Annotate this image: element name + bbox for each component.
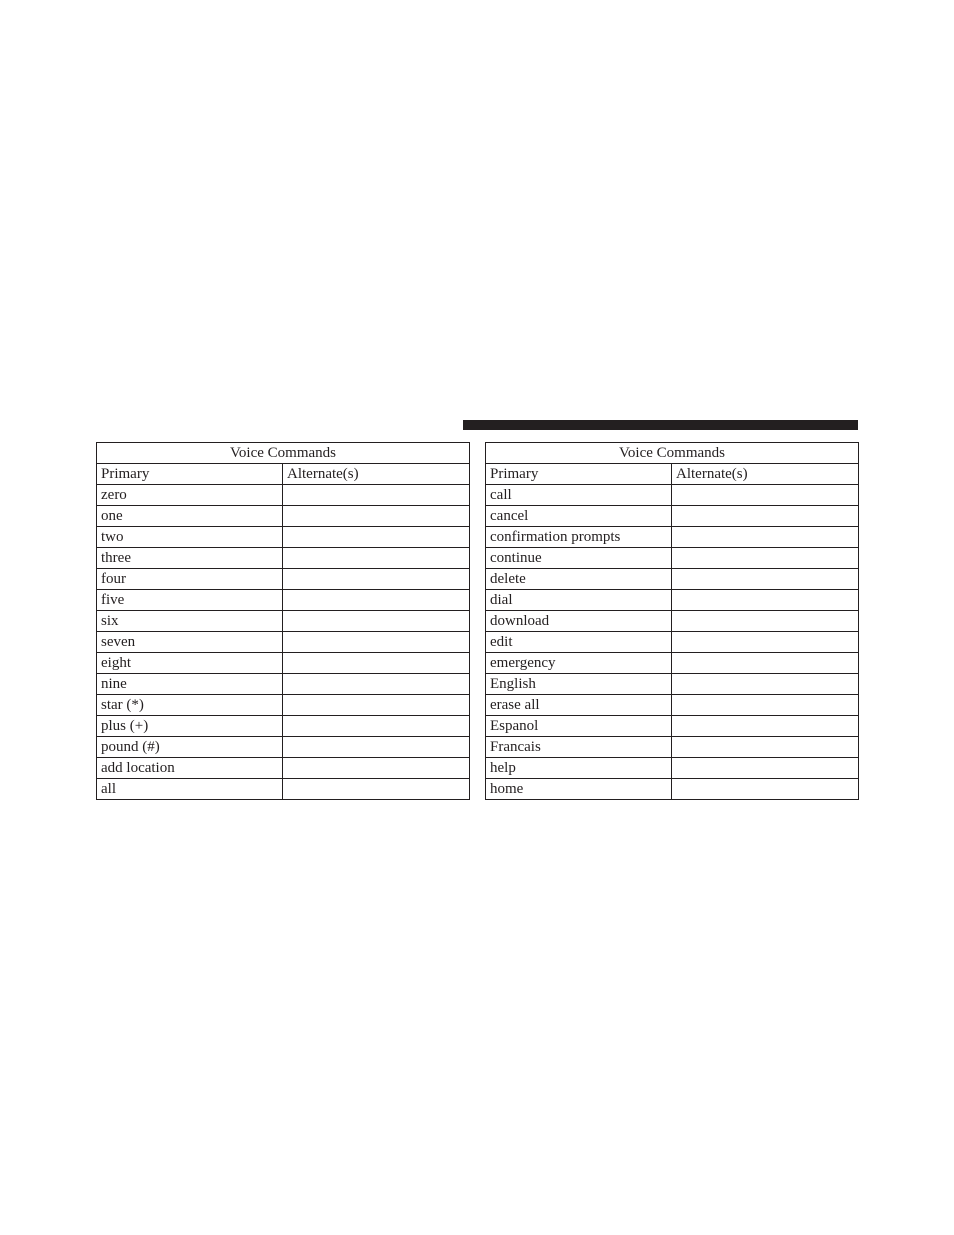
primary-command-cell: five — [97, 590, 283, 611]
primary-command-cell: nine — [97, 674, 283, 695]
table-row — [97, 548, 470, 569]
alternate-command-cell — [672, 758, 859, 779]
table-row — [97, 674, 470, 695]
primary-command-cell: confirmation prompts — [486, 527, 672, 548]
primary-command-cell: Francais — [486, 737, 672, 758]
table-row — [97, 485, 470, 506]
table-row — [486, 485, 859, 506]
primary-command-cell: English — [486, 674, 672, 695]
alternate-command-cell — [283, 548, 470, 569]
table-row — [97, 611, 470, 632]
alternate-command-cell — [672, 569, 859, 590]
alternate-command-cell — [283, 779, 470, 800]
table-row — [97, 590, 470, 611]
primary-command-cell: cancel — [486, 506, 672, 527]
section-tab-bar — [463, 420, 858, 430]
table-row — [97, 506, 470, 527]
primary-command-cell: star (*) — [97, 695, 283, 716]
alternate-command-cell — [672, 779, 859, 800]
primary-command-cell: Espanol — [486, 716, 672, 737]
primary-command-cell: erase all — [486, 695, 672, 716]
table-row — [486, 527, 859, 548]
table-row — [97, 716, 470, 737]
table-row — [486, 569, 859, 590]
table-row — [486, 632, 859, 653]
table-row — [97, 779, 470, 800]
primary-command-cell: call — [486, 485, 672, 506]
alternate-command-cell — [283, 611, 470, 632]
alternate-command-cell — [672, 548, 859, 569]
column-header-alternates: Alternate(s) — [283, 464, 470, 485]
primary-command-cell: two — [97, 527, 283, 548]
table-row — [486, 548, 859, 569]
primary-command-cell: help — [486, 758, 672, 779]
table-row — [486, 506, 859, 527]
alternate-command-cell — [283, 632, 470, 653]
alternate-command-cell — [672, 611, 859, 632]
alternate-command-cell — [283, 506, 470, 527]
primary-command-cell: plus (+) — [97, 716, 283, 737]
primary-command-cell: one — [97, 506, 283, 527]
table-row — [486, 653, 859, 674]
alternate-command-cell — [672, 485, 859, 506]
alternate-command-cell — [672, 737, 859, 758]
alternate-command-cell — [283, 569, 470, 590]
table-row — [97, 737, 470, 758]
primary-command-cell: pound (#) — [97, 737, 283, 758]
voice-commands-table-left — [96, 442, 470, 800]
table-row — [486, 611, 859, 632]
table-row — [486, 674, 859, 695]
primary-command-cell: dial — [486, 590, 672, 611]
primary-command-cell: continue — [486, 548, 672, 569]
alternate-command-cell — [283, 653, 470, 674]
alternate-command-cell — [283, 716, 470, 737]
primary-command-cell: delete — [486, 569, 672, 590]
alternate-command-cell — [283, 674, 470, 695]
column-header-primary: Primary — [97, 464, 283, 485]
alternate-command-cell — [283, 590, 470, 611]
primary-command-cell: edit — [486, 632, 672, 653]
table-row — [486, 758, 859, 779]
primary-command-cell: emergency — [486, 653, 672, 674]
table-row — [486, 779, 859, 800]
alternate-command-cell — [672, 590, 859, 611]
alternate-command-cell — [672, 716, 859, 737]
column-header-primary: Primary — [486, 464, 672, 485]
table-row — [486, 716, 859, 737]
primary-command-cell: download — [486, 611, 672, 632]
alternate-command-cell — [672, 527, 859, 548]
alternate-command-cell — [283, 758, 470, 779]
table-row — [97, 653, 470, 674]
voice-commands-table-right — [485, 442, 859, 800]
alternate-command-cell — [283, 527, 470, 548]
table-row — [486, 695, 859, 716]
table-row — [97, 695, 470, 716]
primary-command-cell: all — [97, 779, 283, 800]
table-row — [486, 590, 859, 611]
table-row — [486, 737, 859, 758]
alternate-command-cell — [672, 506, 859, 527]
table-title: Voice Commands — [486, 443, 859, 464]
table-title: Voice Commands — [97, 443, 470, 464]
alternate-command-cell — [283, 485, 470, 506]
primary-command-cell: zero — [97, 485, 283, 506]
alternate-command-cell — [672, 695, 859, 716]
alternate-command-cell — [672, 653, 859, 674]
alternate-command-cell — [283, 737, 470, 758]
primary-command-cell: add location — [97, 758, 283, 779]
primary-command-cell: six — [97, 611, 283, 632]
table-row — [97, 569, 470, 590]
primary-command-cell: eight — [97, 653, 283, 674]
alternate-command-cell — [283, 695, 470, 716]
column-header-alternates: Alternate(s) — [672, 464, 859, 485]
primary-command-cell: three — [97, 548, 283, 569]
table-row — [97, 632, 470, 653]
alternate-command-cell — [672, 632, 859, 653]
primary-command-cell: seven — [97, 632, 283, 653]
table-row — [97, 527, 470, 548]
primary-command-cell: home — [486, 779, 672, 800]
primary-command-cell: four — [97, 569, 283, 590]
alternate-command-cell — [672, 674, 859, 695]
table-row — [97, 758, 470, 779]
